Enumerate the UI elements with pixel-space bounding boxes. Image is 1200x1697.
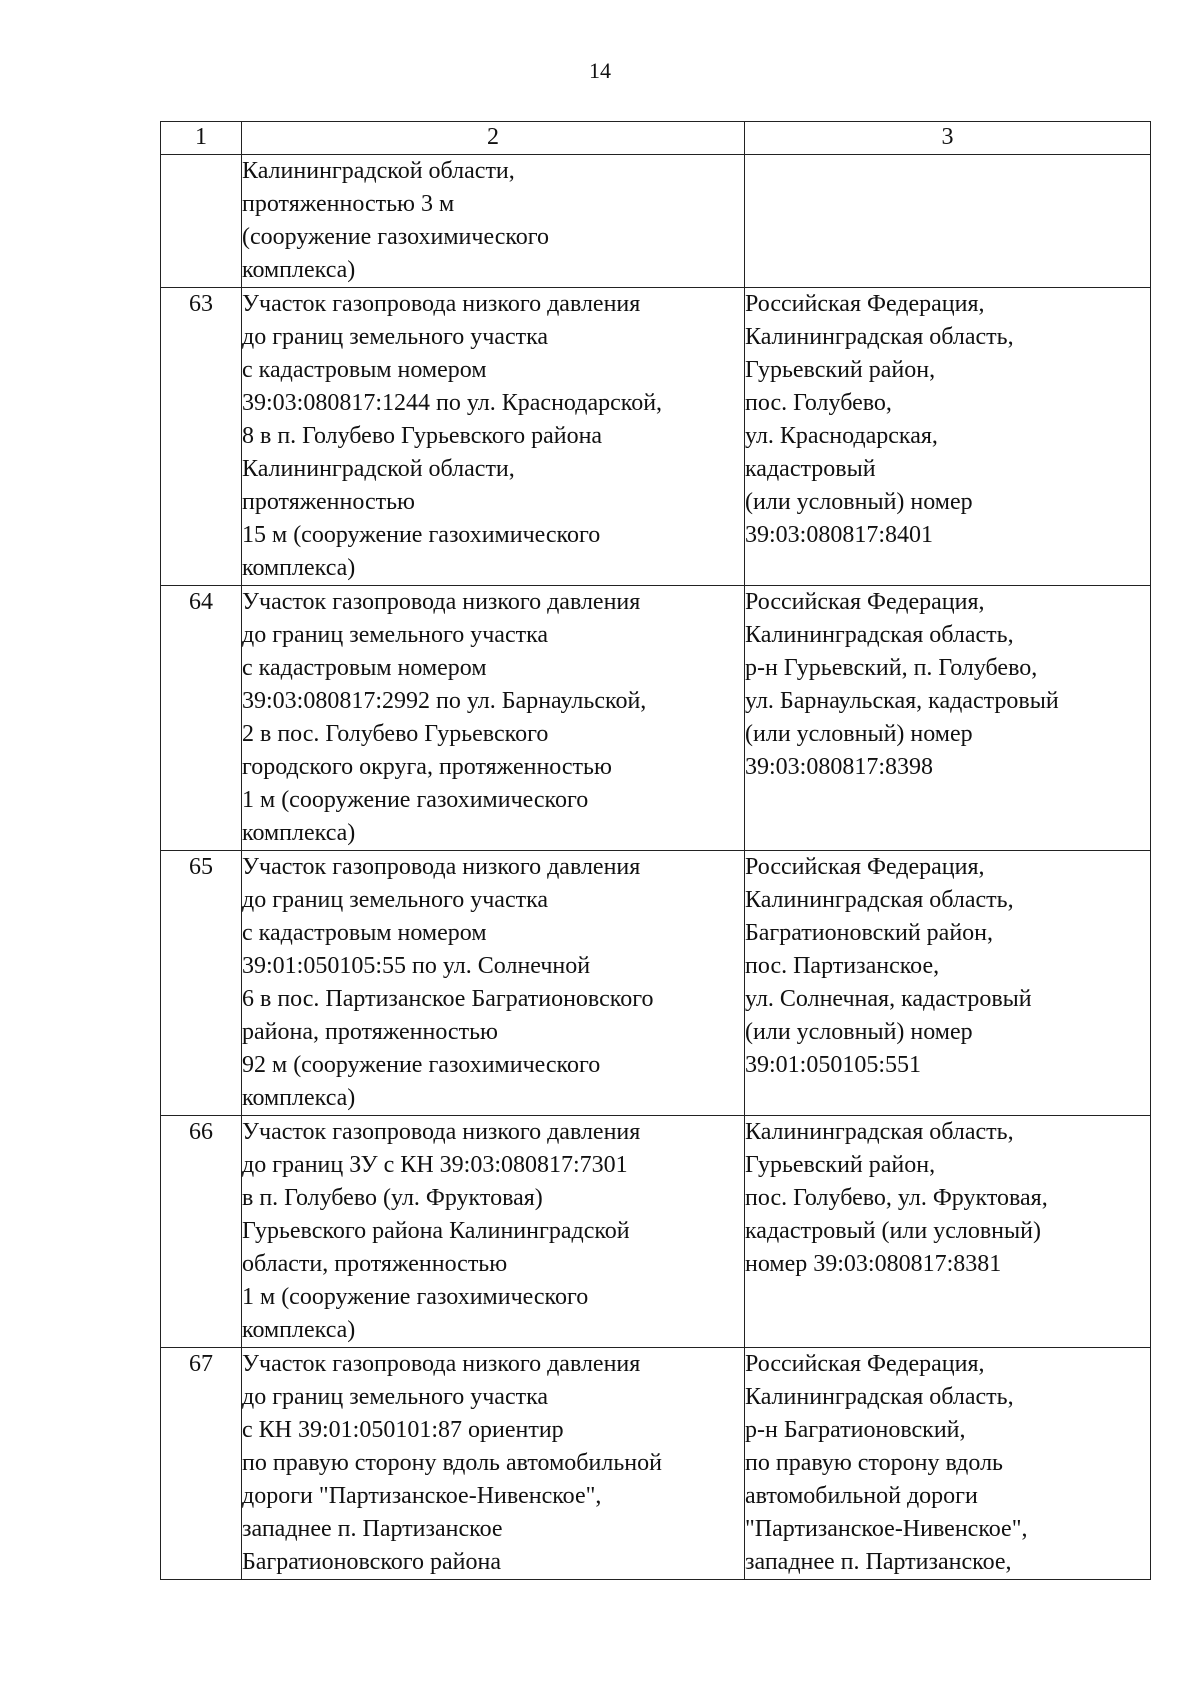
address-line: Российская Федерация, <box>745 291 985 317</box>
description-line: комплекса) <box>242 1317 356 1343</box>
object-address-cell <box>745 851 1151 1116</box>
address-line: по правую сторону вдоль <box>745 1450 1003 1476</box>
address-line: "Партизанское-Нивенское", <box>745 1516 1028 1542</box>
address-line: р-н Гурьевский, п. Голубево, <box>745 655 1038 681</box>
description-line: до границ земельного участка <box>242 324 549 350</box>
address-line: Российская Федерация, <box>745 1351 985 1377</box>
table-body <box>161 155 1151 1580</box>
description-line: 6 в пос. Партизанское Багратионовского <box>242 986 654 1012</box>
address-line: Гурьевский район, <box>745 1152 936 1178</box>
address-line: 39:01:050105:551 <box>745 1052 922 1078</box>
description-line: 1 м (сооружение газохимического <box>242 787 589 813</box>
description-line: 2 в пос. Голубево Гурьевского <box>242 721 549 747</box>
description-line: 15 м (сооружение газохимического <box>242 522 601 548</box>
description-line: в п. Голубево (ул. Фруктовая) <box>242 1185 543 1211</box>
address-line: (или условный) номер <box>745 721 973 747</box>
description-line: области, протяженностью <box>242 1251 508 1277</box>
description-line: с кадастровым номером <box>242 357 487 383</box>
address-line: Калининградская область, <box>745 1119 1014 1145</box>
description-line: протяженностью 3 м <box>242 191 455 217</box>
address-line: Калининградская область, <box>745 324 1014 350</box>
row-number: 65 <box>161 851 242 1116</box>
object-description-cell <box>242 1116 745 1348</box>
address-line: номер 39:03:080817:8381 <box>745 1251 1002 1277</box>
address-line: Калининградская область, <box>745 1384 1014 1410</box>
address-line: Калининградская область, <box>745 622 1014 648</box>
address-line: р-н Багратионовский, <box>745 1417 966 1443</box>
address-line: кадастровый <box>745 456 876 482</box>
description-line: с КН 39:01:050101:87 ориентир <box>242 1417 564 1443</box>
description-line: (сооружение газохимического <box>242 224 550 250</box>
object-address-cell <box>745 1348 1151 1580</box>
description-line: комплекса) <box>242 257 356 283</box>
address-line: ул. Барнаульская, кадастровый <box>745 688 1059 714</box>
description-line: 92 м (сооружение газохимического <box>242 1052 601 1078</box>
description-line: 39:01:050105:55 по ул. Солнечной <box>242 953 591 979</box>
row-number: 63 <box>161 288 242 586</box>
description-line: 39:03:080817:1244 по ул. Краснодарской, <box>242 390 663 416</box>
table-row <box>161 1348 1151 1580</box>
table-row <box>161 155 1151 288</box>
description-line: до границ земельного участка <box>242 887 549 913</box>
description-line: Участок газопровода низкого давления <box>242 854 641 880</box>
address-line: пос. Голубево, <box>745 390 892 416</box>
object-address-cell <box>745 586 1151 851</box>
table-header <box>161 122 1151 155</box>
address-line: Гурьевский район, <box>745 357 936 383</box>
address-line: Российская Федерация, <box>745 589 985 615</box>
address-line: пос. Голубево, ул. Фруктовая, <box>745 1185 1048 1211</box>
description-line: Калининградской области, <box>242 158 515 184</box>
description-line: Гурьевского района Калининградской <box>242 1218 630 1244</box>
table-row <box>161 288 1151 586</box>
table-row <box>161 586 1151 851</box>
address-line: 39:03:080817:8401 <box>745 522 934 548</box>
address-line: ул. Солнечная, кадастровый <box>745 986 1032 1012</box>
address-line: Российская Федерация, <box>745 854 985 880</box>
table-row <box>161 851 1151 1116</box>
description-line: с кадастровым номером <box>242 920 487 946</box>
description-line: до границ ЗУ с КН 39:03:080817:7301 <box>242 1152 628 1178</box>
description-line: Участок газопровода низкого давления <box>242 1351 641 1377</box>
description-line: 8 в п. Голубево Гурьевского района <box>242 423 603 449</box>
object-address-cell <box>745 288 1151 586</box>
objects-table <box>160 121 1151 1580</box>
object-address-cell <box>745 155 1151 288</box>
row-number: 66 <box>161 1116 242 1348</box>
header-col-1: 1 <box>161 122 242 155</box>
table-row <box>161 1116 1151 1348</box>
description-line: Участок газопровода низкого давления <box>242 589 641 615</box>
description-line: протяженностью <box>242 489 415 515</box>
description-line: Участок газопровода низкого давления <box>242 1119 641 1145</box>
description-line: до границ земельного участка <box>242 1384 549 1410</box>
object-description-cell <box>242 851 745 1116</box>
description-line: комплекса) <box>242 1085 356 1111</box>
address-line: западнее п. Партизанское, <box>745 1549 1012 1575</box>
header-col-3: 3 <box>745 122 1151 155</box>
address-line: автомобильной дороги <box>745 1483 978 1509</box>
description-line: Участок газопровода низкого давления <box>242 291 641 317</box>
object-description-cell <box>242 1348 745 1580</box>
description-line: района, протяженностью <box>242 1019 498 1045</box>
header-row <box>161 122 1151 155</box>
address-line: (или условный) номер <box>745 1019 973 1045</box>
description-line: до границ земельного участка <box>242 622 549 648</box>
description-line: комплекса) <box>242 820 356 846</box>
description-line: Калининградской области, <box>242 456 515 482</box>
address-line: кадастровый (или условный) <box>745 1218 1041 1244</box>
address-line: 39:03:080817:8398 <box>745 754 934 780</box>
object-description-cell <box>242 288 745 586</box>
address-line: Багратионовский район, <box>745 920 994 946</box>
address-line: ул. Краснодарская, <box>745 423 938 449</box>
address-line: (или условный) номер <box>745 489 973 515</box>
row-number: 67 <box>161 1348 242 1580</box>
description-line: 1 м (сооружение газохимического <box>242 1284 589 1310</box>
header-col-2: 2 <box>242 122 745 155</box>
description-line: комплекса) <box>242 555 356 581</box>
row-number <box>161 155 242 288</box>
description-line: городского округа, протяженностью <box>242 754 612 780</box>
description-line: 39:03:080817:2992 по ул. Барнаульской, <box>242 688 647 714</box>
description-line: западнее п. Партизанское <box>242 1516 503 1542</box>
description-line: дороги "Партизанское-Нивенское", <box>242 1483 602 1509</box>
description-line: по правую сторону вдоль автомобильной <box>242 1450 662 1476</box>
address-line: пос. Партизанское, <box>745 953 940 979</box>
description-line: с кадастровым номером <box>242 655 487 681</box>
object-description-cell <box>242 155 745 288</box>
object-address-cell <box>745 1116 1151 1348</box>
row-number: 64 <box>161 586 242 851</box>
object-description-cell <box>242 586 745 851</box>
description-line: Багратионовского района <box>242 1549 502 1575</box>
address-line: Калининградская область, <box>745 887 1014 913</box>
page-number: 14 <box>589 58 611 83</box>
